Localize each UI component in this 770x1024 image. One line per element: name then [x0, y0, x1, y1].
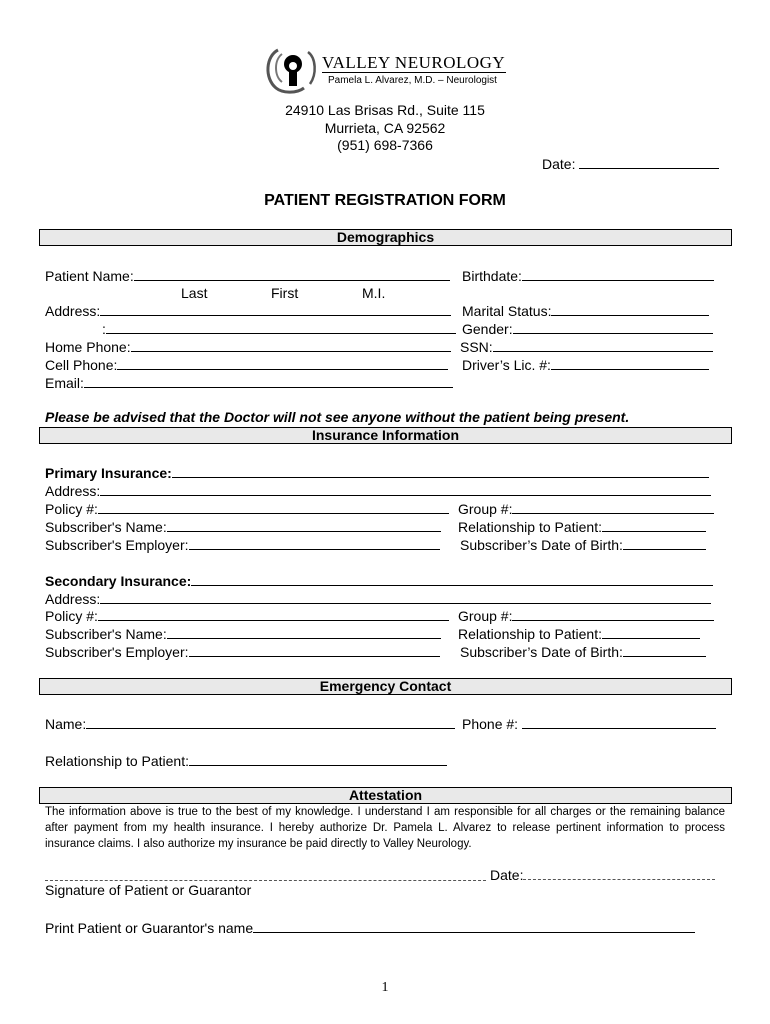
secondary-relationship-field[interactable] — [458, 625, 700, 643]
primary-address-label: Address: — [45, 483, 101, 499]
gender-field[interactable] — [462, 320, 713, 338]
secondary-insurance-line[interactable] — [191, 572, 713, 586]
primary-subscriber-employer-line[interactable] — [189, 536, 440, 550]
secondary-policy-label: Policy #: — [45, 608, 98, 624]
cell-phone-field[interactable] — [45, 356, 448, 374]
birthdate-label: Birthdate: — [462, 268, 522, 284]
address-label: Address: — [45, 303, 101, 319]
emergency-phone-label: Phone #: — [462, 716, 519, 732]
address-field[interactable] — [45, 302, 451, 320]
primary-group-field[interactable] — [458, 500, 714, 518]
primary-subscriber-dob-line[interactable] — [623, 536, 706, 550]
primary-relationship-line[interactable] — [602, 518, 706, 532]
primary-relationship-label: Relationship to Patient: — [458, 519, 602, 535]
form-title: PATIENT REGISTRATION FORM — [264, 192, 506, 209]
secondary-subscriber-dob-label: Subscriber’s Date of Birth: — [460, 644, 623, 660]
patient-name-line[interactable] — [134, 267, 450, 281]
primary-address-line[interactable] — [100, 482, 711, 496]
signature-line[interactable] — [45, 880, 486, 881]
advisory-notice: Please be advised that the Doctor will not see anyone without the patient being present. — [45, 409, 630, 425]
secondary-relationship-label: Relationship to Patient: — [458, 626, 602, 642]
ssn-field[interactable] — [460, 338, 713, 356]
primary-insurance-line[interactable] — [172, 464, 709, 478]
secondary-subscriber-name-field[interactable] — [45, 625, 441, 643]
cell-phone-label: Cell Phone: — [45, 357, 118, 373]
gender-line[interactable] — [513, 320, 713, 334]
secondary-relationship-line[interactable] — [602, 625, 700, 639]
print-name-line[interactable] — [253, 919, 695, 933]
secondary-address-line[interactable] — [100, 590, 711, 604]
address-line[interactable] — [100, 302, 451, 316]
primary-address-field[interactable] — [45, 482, 711, 500]
secondary-address-field[interactable] — [45, 590, 711, 608]
home-phone-line[interactable] — [131, 338, 451, 352]
primary-subscriber-employer-field[interactable] — [45, 536, 440, 554]
primary-insurance-field[interactable] — [45, 464, 709, 482]
patient-name-field[interactable] — [45, 267, 450, 285]
practice-address-line1: 24910 Las Brisas Rd., Suite 115 — [285, 102, 485, 118]
name-mi-caption: M.I. — [362, 285, 386, 301]
page-number: 1 — [381, 980, 389, 995]
demographics-heading: Demographics — [39, 229, 732, 246]
primary-subscriber-dob-field[interactable] — [460, 536, 706, 554]
name-last-caption: Last — [181, 285, 208, 301]
signature-date-label: Date: — [490, 867, 524, 883]
logo-name: VALLEY NEUROLOGY — [322, 53, 506, 72]
primary-subscriber-dob-label: Subscriber’s Date of Birth: — [460, 537, 623, 553]
primary-group-line[interactable] — [512, 500, 714, 514]
secondary-group-field[interactable] — [458, 607, 714, 625]
cell-phone-line[interactable] — [117, 356, 448, 370]
primary-policy-line[interactable] — [98, 500, 449, 514]
practice-address-line2: Murrieta, CA 92562 — [324, 120, 446, 136]
home-phone-label: Home Phone: — [45, 339, 131, 355]
secondary-address-label: Address: — [45, 591, 101, 607]
signature-date-line[interactable] — [523, 866, 715, 880]
marital-status-field[interactable] — [462, 302, 709, 320]
signature-caption: Signature of Patient or Guarantor — [45, 882, 252, 898]
valley-neurology-logo-icon — [262, 44, 320, 96]
address-cont-label: : — [102, 321, 106, 337]
emergency-phone-line[interactable] — [522, 715, 716, 729]
primary-policy-field[interactable] — [45, 500, 449, 518]
patient-name-label: Patient Name: — [45, 268, 134, 284]
address-cont-line[interactable] — [106, 320, 456, 334]
secondary-insurance-field[interactable] — [45, 572, 713, 590]
emergency-relationship-label: Relationship to Patient: — [45, 753, 189, 769]
address-cont-field[interactable] — [102, 320, 456, 338]
drivers-lic-field[interactable] — [462, 356, 709, 374]
signature-date-field[interactable] — [490, 866, 715, 884]
primary-subscriber-name-label: Subscriber's Name: — [45, 519, 167, 535]
emergency-name-line[interactable] — [86, 715, 455, 729]
emergency-phone-field[interactable] — [462, 715, 716, 733]
home-phone-field[interactable] — [45, 338, 451, 356]
print-name-field[interactable] — [45, 919, 695, 937]
primary-policy-label: Policy #: — [45, 501, 98, 517]
primary-subscriber-employer-label: Subscriber's Employer: — [45, 537, 189, 553]
secondary-subscriber-dob-line[interactable] — [623, 643, 706, 657]
emergency-relationship-field[interactable] — [45, 752, 447, 770]
secondary-policy-line[interactable] — [98, 607, 449, 621]
primary-group-label: Group #: — [458, 501, 513, 517]
print-name-label: Print Patient or Guarantor's name — [45, 920, 254, 936]
secondary-subscriber-name-line[interactable] — [167, 625, 441, 639]
secondary-subscriber-employer-label: Subscriber's Employer: — [45, 644, 189, 660]
drivers-lic-line[interactable] — [551, 356, 709, 370]
attestation-text: The information above is true to the best of my knowledge. I understand I am responsible for all charges or the remaining balance after payment from my health insurance. I hereby authorize Dr. Pamela L. Alvarez to release pertinent information to process insurance claims. I also authorize my insurance be paid directly to Valley Neurology. — [45, 806, 725, 850]
form-date-label: Date: — [542, 156, 576, 172]
secondary-subscriber-employer-field[interactable] — [45, 643, 440, 661]
ssn-label: SSN: — [460, 339, 493, 355]
secondary-insurance-label: Secondary Insurance: — [45, 573, 192, 589]
email-field[interactable] — [45, 374, 453, 392]
secondary-group-line[interactable] — [512, 607, 714, 621]
ssn-line[interactable] — [493, 338, 713, 352]
primary-insurance-label: Primary Insurance: — [45, 465, 172, 481]
form-date-line[interactable] — [579, 155, 719, 169]
marital-status-line[interactable] — [551, 302, 709, 316]
logo-subtitle: Pamela L. Alvarez, M.D. – Neurologist — [328, 75, 497, 86]
birthdate-field[interactable] — [462, 267, 714, 285]
insurance-heading: Insurance Information — [39, 427, 732, 444]
emergency-name-label: Name: — [45, 716, 87, 732]
name-first-caption: First — [271, 285, 299, 301]
marital-status-label: Marital Status: — [462, 303, 552, 319]
primary-relationship-field[interactable] — [458, 518, 706, 536]
emergency-relationship-line[interactable] — [189, 752, 447, 766]
email-label: Email: — [45, 375, 84, 391]
gender-label: Gender: — [462, 321, 513, 337]
secondary-subscriber-employer-line[interactable] — [189, 643, 440, 657]
email-line[interactable] — [84, 374, 453, 388]
emergency-contact-heading: Emergency Contact — [39, 678, 732, 695]
primary-subscriber-name-line[interactable] — [167, 518, 441, 532]
secondary-subscriber-name-label: Subscriber's Name: — [45, 626, 167, 642]
birthdate-line[interactable] — [522, 267, 714, 281]
emergency-name-field[interactable] — [45, 715, 455, 733]
secondary-group-label: Group #: — [458, 608, 513, 624]
form-date-field[interactable] — [542, 155, 719, 173]
attestation-heading: Attestation — [39, 787, 732, 804]
drivers-lic-label: Driver’s Lic. #: — [462, 357, 551, 373]
logo-divider — [322, 72, 506, 73]
primary-subscriber-name-field[interactable] — [45, 518, 441, 536]
secondary-policy-field[interactable] — [45, 607, 449, 625]
secondary-subscriber-dob-field[interactable] — [460, 643, 706, 661]
practice-phone: (951) 698-7366 — [337, 137, 433, 153]
